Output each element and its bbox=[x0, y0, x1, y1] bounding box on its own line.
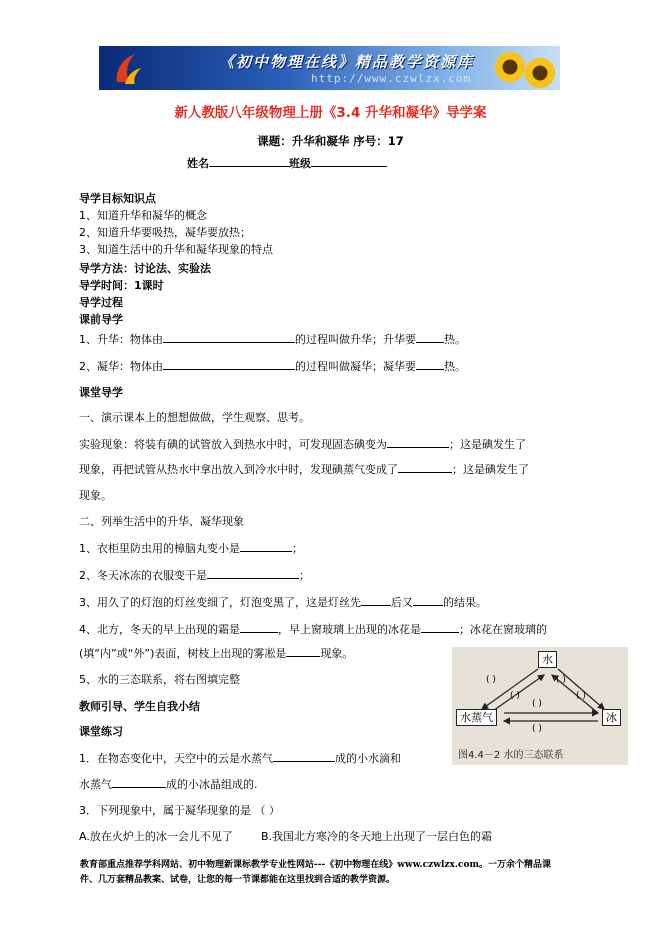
name-label: 姓名 bbox=[187, 157, 209, 170]
node-water: 水 bbox=[538, 651, 557, 668]
header-banner bbox=[99, 46, 560, 90]
answer-blank[interactable] bbox=[286, 645, 320, 657]
blank-paren: ( ) bbox=[486, 675, 496, 685]
in-class-heading: 课堂导学 bbox=[79, 386, 123, 399]
blank-paren: ( ) bbox=[532, 699, 542, 709]
blank-paren: ( ) bbox=[510, 691, 520, 701]
method-line: 导学方法：讨论法、实验法 bbox=[79, 262, 211, 275]
practice-question-1: 1．在物态变化中，天空中的云是水蒸气 成的小水滴和 bbox=[79, 752, 401, 765]
answer-blank[interactable] bbox=[163, 358, 295, 370]
pre-class-heading: 课前导学 bbox=[79, 313, 123, 326]
answer-blank[interactable] bbox=[240, 621, 278, 633]
blank-paren: ( ) bbox=[556, 675, 566, 685]
class-label: 班级 bbox=[289, 157, 311, 170]
process-heading: 导学过程 bbox=[79, 296, 123, 309]
option-b[interactable]: B.我国北方寒冷的冬天地上出现了一层白色的霜 bbox=[261, 830, 493, 843]
lesson-subtitle: 课题：升华和凝华 序号：17 bbox=[257, 134, 404, 148]
answer-blank[interactable] bbox=[387, 436, 449, 448]
answer-blank[interactable] bbox=[398, 461, 452, 473]
banner-slogan: 《初中物理在线》精品教学资源库 bbox=[219, 53, 475, 71]
life-example-5: 5、水的三态联系，将右图填完整 bbox=[79, 673, 240, 686]
goals-heading: 导学目标知识点 bbox=[79, 192, 156, 205]
answer-blank[interactable] bbox=[240, 540, 292, 552]
experiment-line-2: 现象，再把试管从热水中拿出放入到冷水中时，发现碘蒸气变成了 ；这是碘发生了 bbox=[79, 463, 529, 476]
blank-paren: ( ) bbox=[576, 691, 586, 701]
answer-blank[interactable] bbox=[421, 621, 459, 633]
banner-url[interactable]: http://www.czwlzx.com bbox=[311, 72, 472, 85]
life-example-4-cont: (填“内”或“外”)表面，树枝上出现的雾凇是 现象。 bbox=[79, 647, 354, 660]
site-logo-icon bbox=[113, 52, 143, 86]
experiment-line-3: 现象。 bbox=[79, 489, 112, 502]
node-vapor: 水蒸气 bbox=[456, 709, 497, 726]
answer-blank[interactable] bbox=[273, 750, 335, 762]
blank-paren: ( ) bbox=[532, 724, 542, 734]
document-title: 新人教版八年级物理上册《3.4 升华和凝华》导学案 bbox=[174, 105, 487, 121]
life-example-4: 4、北方，冬天的早上出现的霜是 ，早上窗玻璃上出现的冰花是 ；冰花在窗玻璃的 bbox=[79, 623, 547, 636]
class-blank[interactable] bbox=[311, 155, 387, 167]
life-example-1: 1、衣柜里防虫用的樟脑丸变小是 ； bbox=[79, 542, 303, 555]
answer-blank[interactable] bbox=[416, 358, 444, 370]
sunflower-icon bbox=[523, 56, 557, 90]
life-example-2: 2、冬天冰冻的衣服变干是 ； bbox=[79, 569, 310, 582]
life-example-3: 3、用久了的灯泡的灯丝变细了，灯泡变黑了，这是灯丝先 后又 的结果。 bbox=[79, 596, 487, 609]
goal-item: 2、知道升华要吸热，凝华要放热； bbox=[79, 226, 251, 239]
answer-blank[interactable] bbox=[163, 331, 295, 343]
page-footer bbox=[80, 858, 600, 888]
sunflower-icon bbox=[493, 50, 527, 84]
practice-heading: 课堂练习 bbox=[79, 725, 123, 738]
practice-question-1-cont: 水蒸气 成的小冰晶组成的. bbox=[79, 778, 258, 791]
pre-question-1: 1、升华：物体由 的过程叫做升华；升华要 热。 bbox=[79, 333, 466, 346]
demo-line: 一、演示课本上的想想做做，学生观察、思考。 bbox=[79, 411, 310, 424]
answer-blank[interactable] bbox=[416, 331, 444, 343]
practice-question-3: 3．下列现象中，属于凝华现象的是 （ ） bbox=[79, 804, 280, 817]
answer-blank[interactable] bbox=[207, 567, 299, 579]
teacher-guide-heading: 教师引导、学生自我小结 bbox=[79, 700, 200, 713]
list-heading: 二、列举生活中的升华、凝华现象 bbox=[79, 515, 244, 528]
name-blank[interactable] bbox=[209, 155, 289, 167]
pre-question-2: 2、凝华：物体由 的过程叫做凝华；凝华要 热。 bbox=[79, 360, 466, 373]
footer-line: 件、几万套精品教案、试卷，让您的每一节课都能在这里找到合适的教学资源。 bbox=[80, 875, 396, 885]
answer-blank[interactable] bbox=[413, 594, 443, 606]
goal-item: 1、知道升华和凝华的概念 bbox=[79, 209, 207, 222]
answer-blank[interactable] bbox=[112, 776, 166, 788]
experiment-line-1: 实验现象：将装有碘的试管放入到热水中时，可发现固态碘变为 ；这是碘发生了 bbox=[79, 438, 526, 451]
footer-line: 教育部重点推荐学科网站、初中物理新课标教学专业性网站---《初中物理在线》www.czwlzx.com。一万余个精品课 bbox=[80, 860, 552, 870]
option-a[interactable]: A.放在火炉上的冰一会儿不见了 bbox=[79, 830, 233, 843]
name-class-line bbox=[187, 155, 387, 171]
answer-blank[interactable] bbox=[361, 594, 391, 606]
figure-caption: 图4.4－2 水的三态联系 bbox=[458, 750, 564, 761]
water-states-figure bbox=[452, 647, 628, 765]
goal-item: 3、知道生活中的升华和凝华现象的特点 bbox=[79, 243, 273, 256]
time-line: 导学时间：1课时 bbox=[79, 279, 164, 292]
node-ice: 冰 bbox=[602, 709, 621, 726]
